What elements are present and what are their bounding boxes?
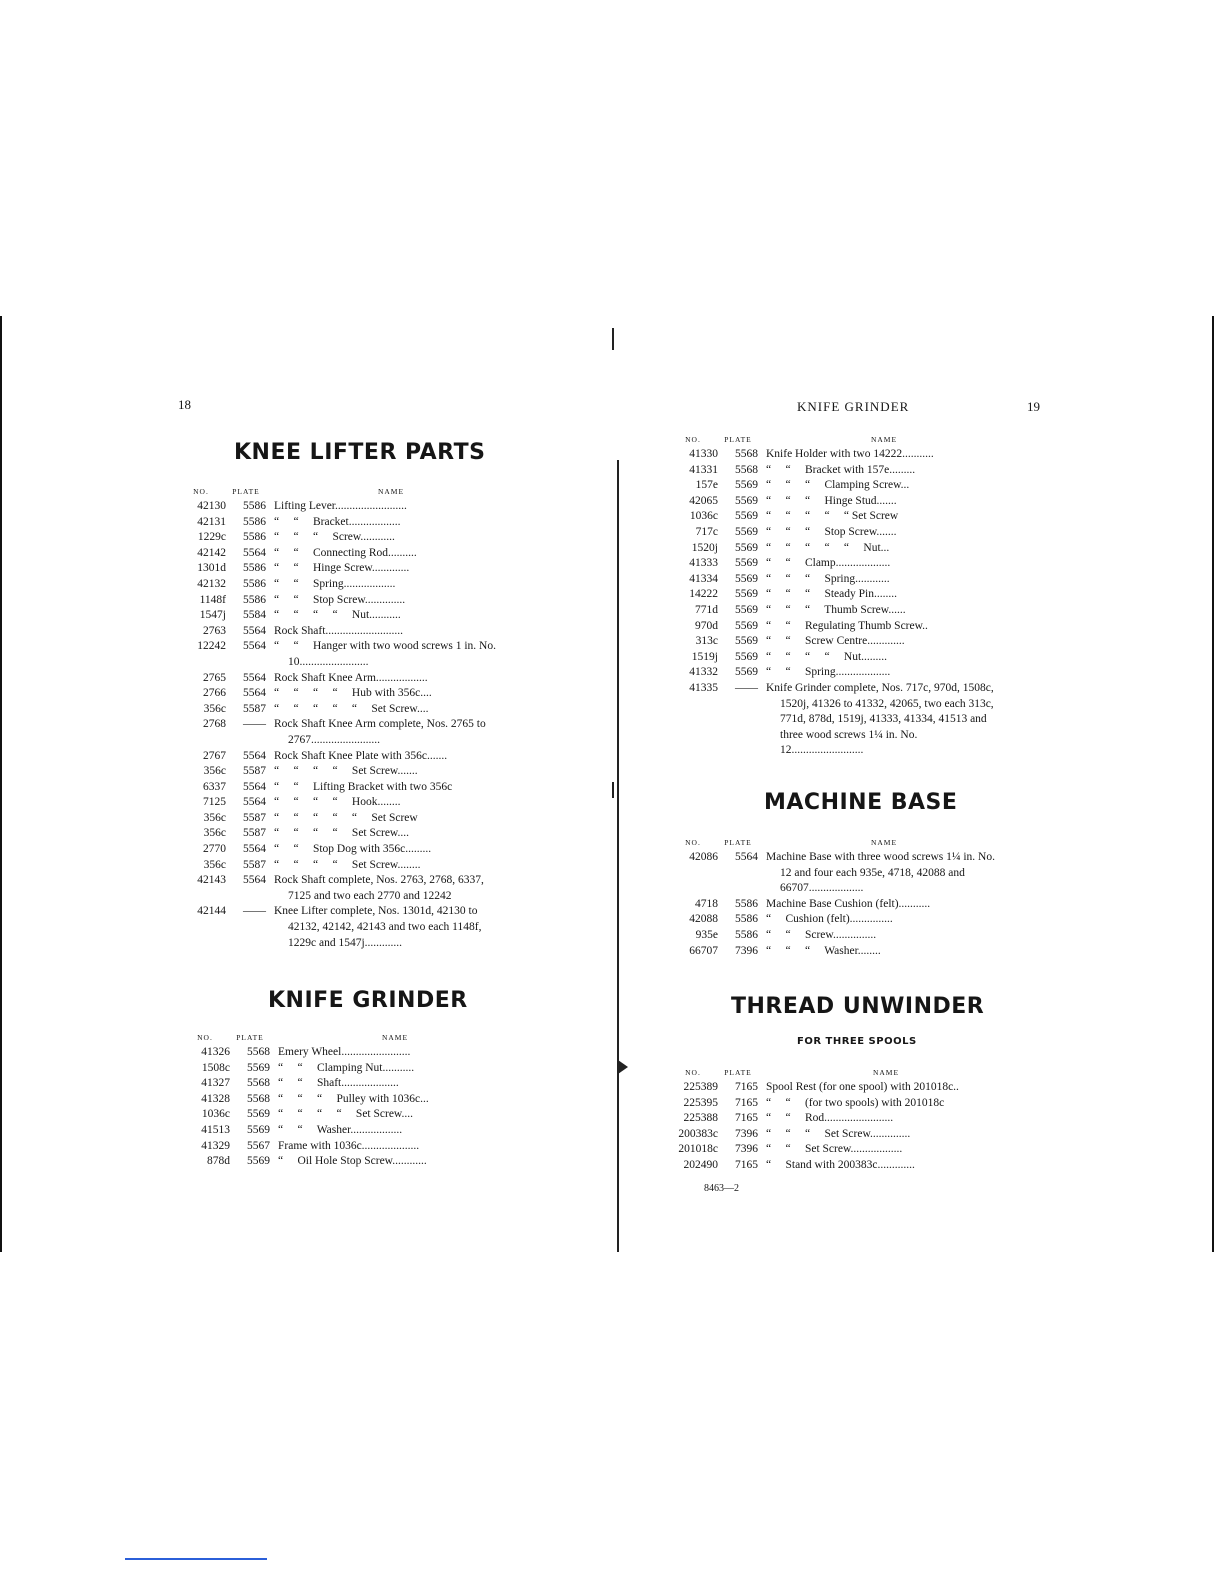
plate-number: 5564 — [243, 843, 266, 856]
part-number: 356c — [203, 702, 226, 715]
part-number: 2763 — [203, 624, 226, 637]
section-title-knee-lifter: KNEE LIFTER PARTS — [234, 440, 486, 465]
column-header-row — [668, 433, 1002, 447]
column-header-plate: PLATE — [724, 1068, 752, 1077]
parts-table-knife-grinder-continued — [668, 433, 1002, 759]
part-number: 1148f — [199, 593, 226, 606]
plate-number: 5569 — [735, 557, 758, 570]
part-number: 12242 — [197, 640, 226, 653]
part-name: “ “ “ Screw............ — [274, 531, 395, 544]
part-name: Emery Wheel........................ — [278, 1046, 411, 1058]
part-row — [180, 1092, 512, 1108]
part-name: “ “ Stop Screw.............. — [274, 593, 406, 606]
part-number: 356c — [203, 827, 226, 840]
part-number: 1519j — [691, 650, 718, 663]
part-name: “ “ (for two spools) with 201018c — [766, 1096, 945, 1109]
part-row — [668, 681, 1002, 759]
part-name: “ “ “ Pulley with 1036c... — [278, 1092, 429, 1105]
part-number: 2767 — [203, 749, 226, 762]
part-number: 66707 — [689, 944, 718, 957]
running-head: KNIFE GRINDER — [797, 399, 910, 414]
part-name: “ “ “ “ Set Screw.... — [278, 1108, 413, 1121]
part-row — [668, 850, 1002, 897]
part-row — [668, 556, 1002, 572]
column-header-plate: PLATE — [724, 435, 752, 444]
part-row — [180, 1139, 512, 1155]
part-name: “ “ “ “ “ Nut... — [766, 541, 890, 554]
part-row — [668, 572, 1002, 588]
plate-number: 5569 — [247, 1061, 270, 1074]
plate-number: 7396 — [735, 944, 758, 957]
plate-number: 5569 — [247, 1123, 270, 1136]
part-name: “ “ Clamping Nut........... — [278, 1061, 415, 1074]
plate-number: 5567 — [247, 1139, 270, 1152]
plate-number: 5586 — [735, 928, 758, 941]
column-header-no: NO. — [197, 1033, 213, 1042]
plate-number: 7396 — [735, 1143, 758, 1156]
part-row — [668, 463, 1002, 479]
part-row — [668, 587, 1002, 603]
plate-number: 5569 — [735, 479, 758, 492]
part-name: “ Cushion (felt)............... — [766, 913, 893, 926]
part-number: 201018c — [678, 1143, 718, 1156]
part-number: 42088 — [689, 913, 718, 926]
part-row — [176, 561, 508, 577]
plate-number: 5569 — [247, 1155, 270, 1168]
part-name: Lifting Lever......................... — [274, 500, 407, 512]
part-row — [176, 702, 508, 718]
part-name: “ “ Spring.................. — [274, 577, 396, 590]
column-header-name: NAME — [381, 1033, 409, 1042]
plate-number: 5564 — [243, 671, 266, 684]
left-page-number: 18 — [178, 397, 191, 412]
part-name: “ Oil Hole Stop Screw............ — [278, 1155, 427, 1168]
part-name: “ “ Clamp................... — [766, 557, 891, 570]
part-number: 4718 — [695, 897, 718, 910]
part-number: 42142 — [197, 546, 226, 559]
part-row — [176, 795, 508, 811]
part-number: 1036c — [689, 510, 718, 523]
plate-number: 5564 — [243, 546, 266, 559]
part-row — [176, 764, 508, 780]
part-name: “ “ Shaft.................... — [278, 1077, 399, 1090]
part-row — [668, 603, 1002, 619]
part-row — [176, 499, 508, 515]
part-row — [176, 639, 508, 670]
plate-number: 5587 — [243, 811, 266, 824]
part-name: “ “ Stop Dog with 356c......... — [274, 843, 432, 856]
plate-number: 5568 — [247, 1046, 270, 1058]
part-row — [668, 541, 1002, 557]
part-number: 41513 — [201, 1123, 230, 1136]
plate-number: 5564 — [243, 687, 266, 700]
part-number: 225395 — [683, 1096, 718, 1109]
part-name: “ “ “ “ “ Set Screw.... — [274, 702, 429, 715]
section-title-knife-grinder: KNIFE GRINDER — [268, 988, 468, 1013]
plate-number: 7165 — [735, 1158, 758, 1171]
part-name: “ “ “ Thumb Screw...... — [766, 603, 906, 616]
section-subtitle-thread-unwinder: FOR THREE SPOOLS — [797, 1036, 917, 1047]
column-header-plate: PLATE — [724, 838, 752, 847]
part-name: Rock Shaft complete, Nos. 2763, 2768, 6337, 7125 and two each 2770 and 12242 — [274, 874, 487, 902]
part-row — [180, 1076, 512, 1092]
part-number: 7125 — [203, 796, 226, 809]
plate-number: 5569 — [735, 619, 758, 632]
part-row — [668, 650, 1002, 666]
plate-number: 5568 — [735, 448, 758, 460]
part-name: Spool Rest (for one spool) with 201018c.. — [766, 1081, 959, 1093]
plate-number: 5586 — [243, 577, 266, 590]
left-page-edge — [0, 316, 2, 1252]
plate-number: 5564 — [243, 874, 266, 887]
part-row — [180, 1045, 512, 1061]
part-number: 935e — [695, 928, 718, 941]
column-header-name: NAME — [377, 487, 405, 496]
part-number: 970d — [695, 619, 718, 632]
plate-number: 7165 — [735, 1112, 758, 1125]
part-name: Knee Lifter complete, Nos. 1301d, 42130 to 42132, 42142, 42143 and two each 1148f, 1229c and 1547j............. — [274, 905, 485, 949]
plate-number: 5564 — [243, 796, 266, 809]
part-number: 41335 — [689, 681, 718, 694]
part-number: 41326 — [201, 1046, 230, 1058]
part-number: 202490 — [683, 1158, 718, 1171]
part-name: “ “ “ Steady Pin........ — [766, 588, 897, 601]
part-number: 225388 — [683, 1112, 718, 1125]
column-header-row — [668, 1066, 1006, 1080]
part-row — [668, 447, 1002, 463]
part-row — [668, 634, 1002, 650]
plate-number: 5564 — [243, 749, 266, 762]
section-title-machine-base: MACHINE BASE — [764, 790, 958, 815]
plate-number: 5564 — [243, 640, 266, 653]
part-row — [176, 608, 508, 624]
part-name: “ Stand with 200383c............. — [766, 1158, 915, 1171]
part-name: “ “ Hanger with two wood screws 1 in. No. 10........................ — [274, 640, 499, 668]
plate-number: 5569 — [735, 525, 758, 538]
part-number: 41332 — [689, 666, 718, 679]
part-name: “ “ Set Screw.................. — [766, 1143, 903, 1156]
part-number: 42143 — [197, 874, 226, 887]
part-row — [176, 515, 508, 531]
part-row — [176, 780, 508, 796]
plate-number: 5569 — [735, 635, 758, 648]
part-row — [668, 1158, 1006, 1174]
part-row — [668, 478, 1002, 494]
column-header-row — [180, 1031, 512, 1045]
plate-number: 5569 — [735, 541, 758, 554]
part-number: 1036c — [201, 1108, 230, 1121]
part-name: “ “ Bracket.................. — [274, 515, 401, 528]
part-number: 41330 — [689, 448, 718, 460]
parts-table-machine-base — [668, 836, 1002, 959]
plate-number: 5586 — [243, 562, 266, 575]
plate-number: 5569 — [735, 494, 758, 507]
part-name: “ “ “ “ Nut......... — [766, 650, 888, 663]
section-title-thread-unwinder: THREAD UNWINDER — [731, 994, 985, 1019]
part-number: 42132 — [197, 577, 226, 590]
column-header-no: NO. — [685, 435, 701, 444]
part-number: 42131 — [197, 515, 226, 528]
part-number: 200383c — [678, 1127, 718, 1140]
plate-number: 5587 — [243, 858, 266, 871]
plate-number: —— — [735, 681, 758, 694]
part-name: “ “ Screw Centre............. — [766, 635, 905, 648]
part-name: “ “ “ Set Screw.............. — [766, 1127, 911, 1140]
plate-number: 5568 — [247, 1077, 270, 1090]
gutter-mark-middle — [612, 782, 614, 798]
plate-number: 7396 — [735, 1127, 758, 1140]
part-number: 14222 — [689, 588, 718, 601]
part-row — [176, 577, 508, 593]
part-row — [176, 671, 508, 687]
plate-number: 5586 — [735, 897, 758, 910]
part-number: 41329 — [201, 1139, 230, 1152]
part-number: 41327 — [201, 1077, 230, 1090]
part-row — [668, 944, 1002, 960]
part-number: 717c — [695, 525, 718, 538]
column-header-no: NO. — [685, 838, 701, 847]
parts-table-knee-lifter — [176, 485, 508, 951]
part-number: 356c — [203, 858, 226, 871]
part-row — [176, 811, 508, 827]
book-gutter — [617, 460, 619, 1252]
column-header-name: NAME — [870, 838, 898, 847]
part-number: 878d — [207, 1155, 230, 1168]
part-number: 6337 — [203, 780, 226, 793]
part-number: 1301d — [197, 562, 226, 575]
part-number: 771d — [695, 603, 718, 616]
column-header-row — [176, 485, 508, 499]
part-name: “ “ “ “ “ Set Screw — [766, 510, 899, 523]
part-name: “ “ Connecting Rod.......... — [274, 546, 417, 559]
part-number: 42065 — [689, 494, 718, 507]
part-row — [176, 530, 508, 546]
column-header-plate: PLATE — [232, 487, 260, 496]
gutter-arrow-mark — [618, 1060, 628, 1074]
part-name: “ “ “ “ “ Set Screw — [274, 811, 418, 824]
part-row — [176, 873, 508, 904]
plate-number: 5587 — [243, 765, 266, 778]
part-number: 356c — [203, 765, 226, 778]
part-number: 41328 — [201, 1092, 230, 1105]
part-number: 225389 — [683, 1081, 718, 1093]
plate-number: 5586 — [243, 531, 266, 544]
part-row — [668, 494, 1002, 510]
part-name: “ “ Hinge Screw............. — [274, 562, 410, 575]
part-number: 42086 — [689, 851, 718, 863]
part-number: 157e — [695, 479, 718, 492]
part-row — [668, 897, 1002, 913]
part-row — [668, 928, 1002, 944]
part-row — [176, 858, 508, 874]
plate-number: 5569 — [735, 510, 758, 523]
part-row — [180, 1107, 512, 1123]
part-name: “ “ Screw............... — [766, 928, 877, 941]
plate-number: 5564 — [735, 851, 758, 863]
part-number: 1520j — [691, 541, 718, 554]
part-name: “ “ Regulating Thumb Screw.. — [766, 619, 928, 632]
part-row — [668, 1080, 1006, 1096]
part-number: 2770 — [203, 843, 226, 856]
plate-number: —— — [243, 905, 266, 918]
plate-number: 7165 — [735, 1081, 758, 1093]
plate-number: 5587 — [243, 702, 266, 715]
part-name: Machine Base with three wood screws 1¼ in. No. 12 and four each 935e, 4718, 42088 and 66707................... — [766, 851, 998, 895]
part-name: “ “ Spring................... — [766, 666, 891, 679]
part-name: Frame with 1036c.................... — [278, 1139, 420, 1152]
part-number: 2768 — [203, 718, 226, 731]
plate-number: 5569 — [735, 572, 758, 585]
gutter-mark-top — [612, 328, 614, 350]
part-row — [668, 619, 1002, 635]
part-row — [176, 624, 508, 640]
column-header-name: NAME — [872, 1068, 900, 1077]
part-number: 356c — [203, 811, 226, 824]
part-row — [180, 1123, 512, 1139]
part-row — [668, 509, 1002, 525]
plate-number: 5569 — [735, 603, 758, 616]
part-number: 1547j — [199, 609, 226, 622]
plate-number: 5584 — [243, 609, 266, 622]
part-row — [176, 717, 508, 748]
part-number: 41333 — [689, 557, 718, 570]
part-number: 41331 — [689, 463, 718, 476]
part-name: “ “ “ Clamping Screw... — [766, 479, 910, 492]
part-number: 42144 — [197, 905, 226, 918]
part-name: Rock Shaft Knee Arm.................. — [274, 671, 428, 684]
part-number: 1229c — [197, 531, 226, 544]
part-name: “ “ Bracket with 157e......... — [766, 463, 916, 476]
plate-number: 5569 — [735, 650, 758, 663]
part-number: 42130 — [197, 500, 226, 512]
part-row — [176, 749, 508, 765]
part-row — [668, 912, 1002, 928]
part-row — [176, 593, 508, 609]
part-name: “ “ Lifting Bracket with two 356c — [274, 780, 453, 793]
part-row — [180, 1061, 512, 1077]
part-row — [668, 1142, 1006, 1158]
part-name: “ “ “ Spring............ — [766, 572, 890, 585]
footer-link-underline — [125, 1558, 267, 1560]
right-page-edge — [1212, 316, 1214, 1252]
plate-number: 5586 — [735, 913, 758, 926]
part-name: Machine Base Cushion (felt)........... — [766, 897, 931, 910]
part-name: “ “ “ “ Hook........ — [274, 796, 401, 809]
plate-number: 5568 — [735, 463, 758, 476]
part-number: 41334 — [689, 572, 718, 585]
plate-number: 5587 — [243, 827, 266, 840]
part-row — [176, 826, 508, 842]
footer-print-code: 8463—2 — [704, 1183, 739, 1194]
part-name: Rock Shaft........................... — [274, 624, 404, 637]
part-row — [180, 1154, 512, 1170]
plate-number: 5586 — [243, 500, 266, 512]
plate-number: 5586 — [243, 593, 266, 606]
column-header-name: NAME — [870, 435, 898, 444]
part-row — [668, 1111, 1006, 1127]
part-name: “ “ “ Hinge Stud....... — [766, 494, 897, 507]
plate-number: 5564 — [243, 780, 266, 793]
plate-number: 7165 — [735, 1096, 758, 1109]
part-row — [668, 1127, 1006, 1143]
plate-number: 5569 — [735, 588, 758, 601]
part-row — [176, 842, 508, 858]
part-name: Rock Shaft Knee Arm complete, Nos. 2765 to 2767........................ — [274, 718, 489, 746]
part-name: “ “ Rod........................ — [766, 1112, 894, 1125]
part-name: Knife Grinder complete, Nos. 717c, 970d, 1508c, 1520j, 41326 to 41332, 42065, two each 313c, 771d, 878d, 1519j, 41333, 41334, 41513 and three wood screws 1¼ in. No. 12......................... — [766, 681, 997, 757]
part-row — [668, 1096, 1006, 1112]
column-header-no: NO. — [193, 487, 209, 496]
part-name: “ “ “ Washer........ — [766, 944, 881, 957]
column-header-row — [668, 836, 1002, 850]
part-number: 2765 — [203, 671, 226, 684]
part-row — [668, 665, 1002, 681]
part-name: “ “ Washer.................. — [278, 1123, 403, 1136]
plate-number: 5569 — [735, 666, 758, 679]
part-name: “ “ “ “ Nut........... — [274, 609, 401, 622]
part-name: “ “ “ “ Hub with 356c.... — [274, 687, 432, 700]
part-row — [176, 546, 508, 562]
part-number: 313c — [695, 635, 718, 648]
plate-number: 5564 — [243, 624, 266, 637]
part-name: Rock Shaft Knee Plate with 356c....... — [274, 749, 448, 762]
part-name: “ “ “ “ Set Screw.... — [274, 827, 409, 840]
plate-number: 5568 — [247, 1092, 270, 1105]
part-name: “ “ “ “ Set Screw........ — [274, 858, 421, 871]
part-number: 1508c — [201, 1061, 230, 1074]
part-row — [176, 686, 508, 702]
parts-table-knife-grinder — [180, 1031, 512, 1170]
plate-number: 5586 — [243, 515, 266, 528]
part-number: 2766 — [203, 687, 226, 700]
parts-table-thread-unwinder — [668, 1066, 1006, 1174]
column-header-plate: PLATE — [236, 1033, 264, 1042]
column-header-no: NO. — [685, 1068, 701, 1077]
part-row — [176, 904, 508, 951]
part-row — [668, 525, 1002, 541]
part-name: “ “ “ “ Set Screw....... — [274, 765, 418, 778]
plate-number: —— — [243, 718, 266, 731]
plate-number: 5569 — [247, 1108, 270, 1121]
part-name: Knife Holder with two 14222........... — [766, 448, 934, 460]
right-page-number: 19 — [1027, 399, 1040, 414]
part-name: “ “ “ Stop Screw....... — [766, 525, 897, 538]
